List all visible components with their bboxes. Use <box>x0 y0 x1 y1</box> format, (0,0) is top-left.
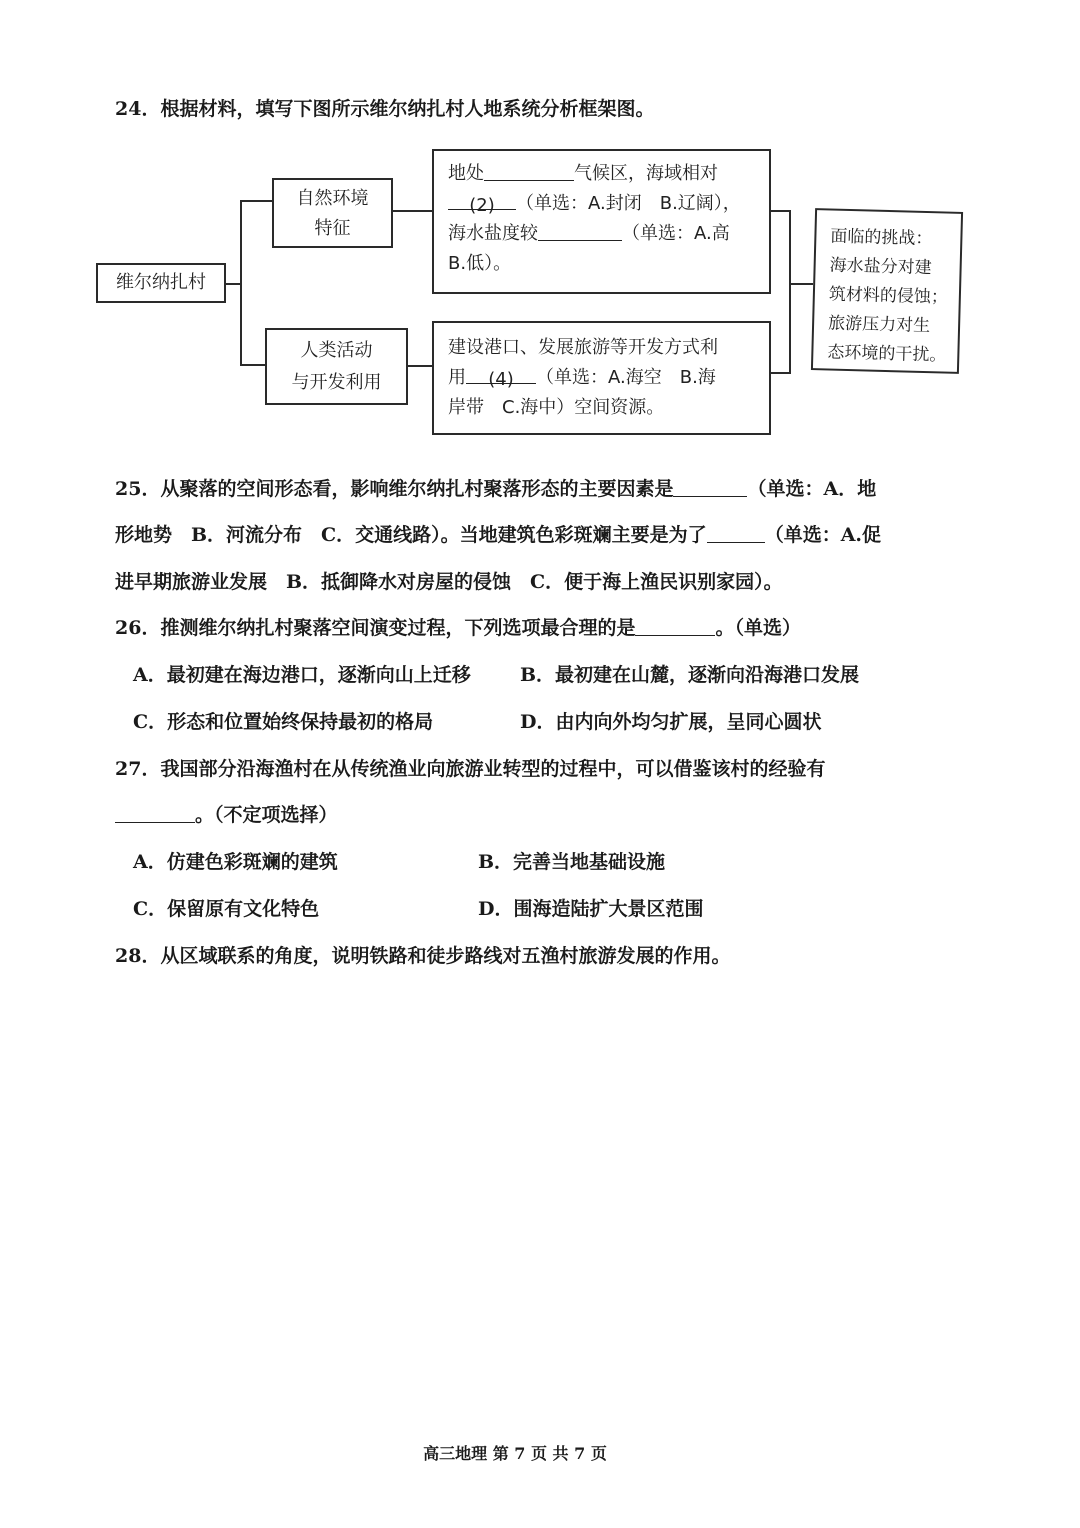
hum-desc-line1: 建设港口、发展旅游等开发方式利 <box>448 337 718 358</box>
q25-blank-1[interactable] <box>673 478 747 497</box>
natural-environment-box <box>272 178 393 248</box>
connector <box>771 372 791 374</box>
q25-line1: 25．从聚落的空间形态看，影响维尔纳扎村聚落形态的主要因素是 （单选：A．地 <box>115 478 877 500</box>
human-label-line1: 人类活动 <box>300 340 373 361</box>
nat-desc-line2: (2) （单选：A.封闭 B.辽阔）， <box>448 189 759 219</box>
challenge-line1: 面临的挑战： <box>830 226 933 250</box>
connector <box>771 210 791 212</box>
challenge-line3: 筑材料的侵蚀； <box>828 284 949 308</box>
q26-blank[interactable] <box>635 617 715 636</box>
connector <box>789 210 791 374</box>
q28-stem: 28．从区域联系的角度，说明铁路和徒步路线对五渔村旅游发展的作用。 <box>115 945 731 967</box>
natural-label-line1: 自然环境 <box>296 188 369 209</box>
q26-option-b[interactable]: B．最初建在山麓，逐渐向沿海港口发展 <box>520 664 860 686</box>
answer-blank-1[interactable] <box>484 162 574 181</box>
q26-option-d[interactable]: D．由内向外均匀扩展，呈同心圆状 <box>520 711 822 733</box>
connector <box>789 283 813 285</box>
nat-desc-line1: 地处 气候区，海域相对 <box>448 163 718 184</box>
page-footer: 高三地理 第 7 页 共 7 页 <box>423 1444 607 1463</box>
natural-description-box <box>432 149 771 294</box>
human-description-box <box>432 321 771 435</box>
hum-desc-line3: 岸带 C.海中）空间资源。 <box>448 397 665 418</box>
hum-desc-line2: 用 (4) （单选：A.海空 B.海 <box>448 367 716 390</box>
q25-line2: 形地势 B．河流分布 C．交通线路）。当地建筑色彩斑斓主要是为了 （单选：A.促 <box>115 524 882 546</box>
q27-stem: 27．我国部分沿海渔村在从传统渔业向旅游业转型的过程中，可以借鉴该村的经验有 <box>115 758 826 780</box>
nat-desc-line4: B.低）。 <box>448 253 512 274</box>
q27-option-c[interactable]: C．保留原有文化特色 <box>133 898 320 920</box>
human-label-line2: 与开发利用 <box>291 372 382 393</box>
q27-blank[interactable] <box>115 804 195 823</box>
answer-blank-3[interactable] <box>538 222 622 241</box>
village-box: 维尔纳扎村 <box>96 263 226 303</box>
q27-stem-line2: 。（不定项选择） <box>115 803 338 827</box>
challenge-box <box>811 208 963 374</box>
q27-option-a[interactable]: A．仿建色彩斑斓的建筑 <box>133 851 338 873</box>
q26-option-a[interactable]: A．最初建在海边港口，逐渐向山上迁移 <box>133 664 471 686</box>
human-activity-box <box>265 328 408 405</box>
answer-blank-2[interactable]: (2) <box>448 191 516 210</box>
challenge-line2: 海水盐分对建 <box>829 255 932 279</box>
connector <box>240 200 272 202</box>
natural-label-line2: 特征 <box>314 218 351 239</box>
q24-stem: 24．根据材料，填写下图所示维尔纳扎村人地系统分析框架图。 <box>115 98 655 120</box>
connector <box>408 365 433 367</box>
q26-stem: 26．推测维尔纳扎村聚落空间演变过程，下列选项最合理的是 。（单选） <box>115 617 801 639</box>
challenge-line5: 态环境的干扰。 <box>827 342 947 366</box>
answer-blank-4[interactable]: (4) <box>466 365 536 384</box>
q25-blank-2[interactable] <box>707 524 765 543</box>
q27-option-d[interactable]: D．围海造陆扩大景区范围 <box>478 898 704 920</box>
connector <box>240 364 266 366</box>
q25-line3: 进早期旅游业发展 B．抵御降水对房屋的侵蚀 C．便于海上渔民识别家园）。 <box>115 571 783 593</box>
connector <box>240 200 242 366</box>
connector <box>393 210 433 212</box>
nat-desc-line3: 海水盐度较 （单选：A.高 <box>448 223 730 244</box>
q27-option-b[interactable]: B．完善当地基础设施 <box>478 851 666 873</box>
challenge-line4: 旅游压力对生 <box>827 313 931 337</box>
q26-option-c[interactable]: C．形态和位置始终保持最初的格局 <box>133 711 434 733</box>
